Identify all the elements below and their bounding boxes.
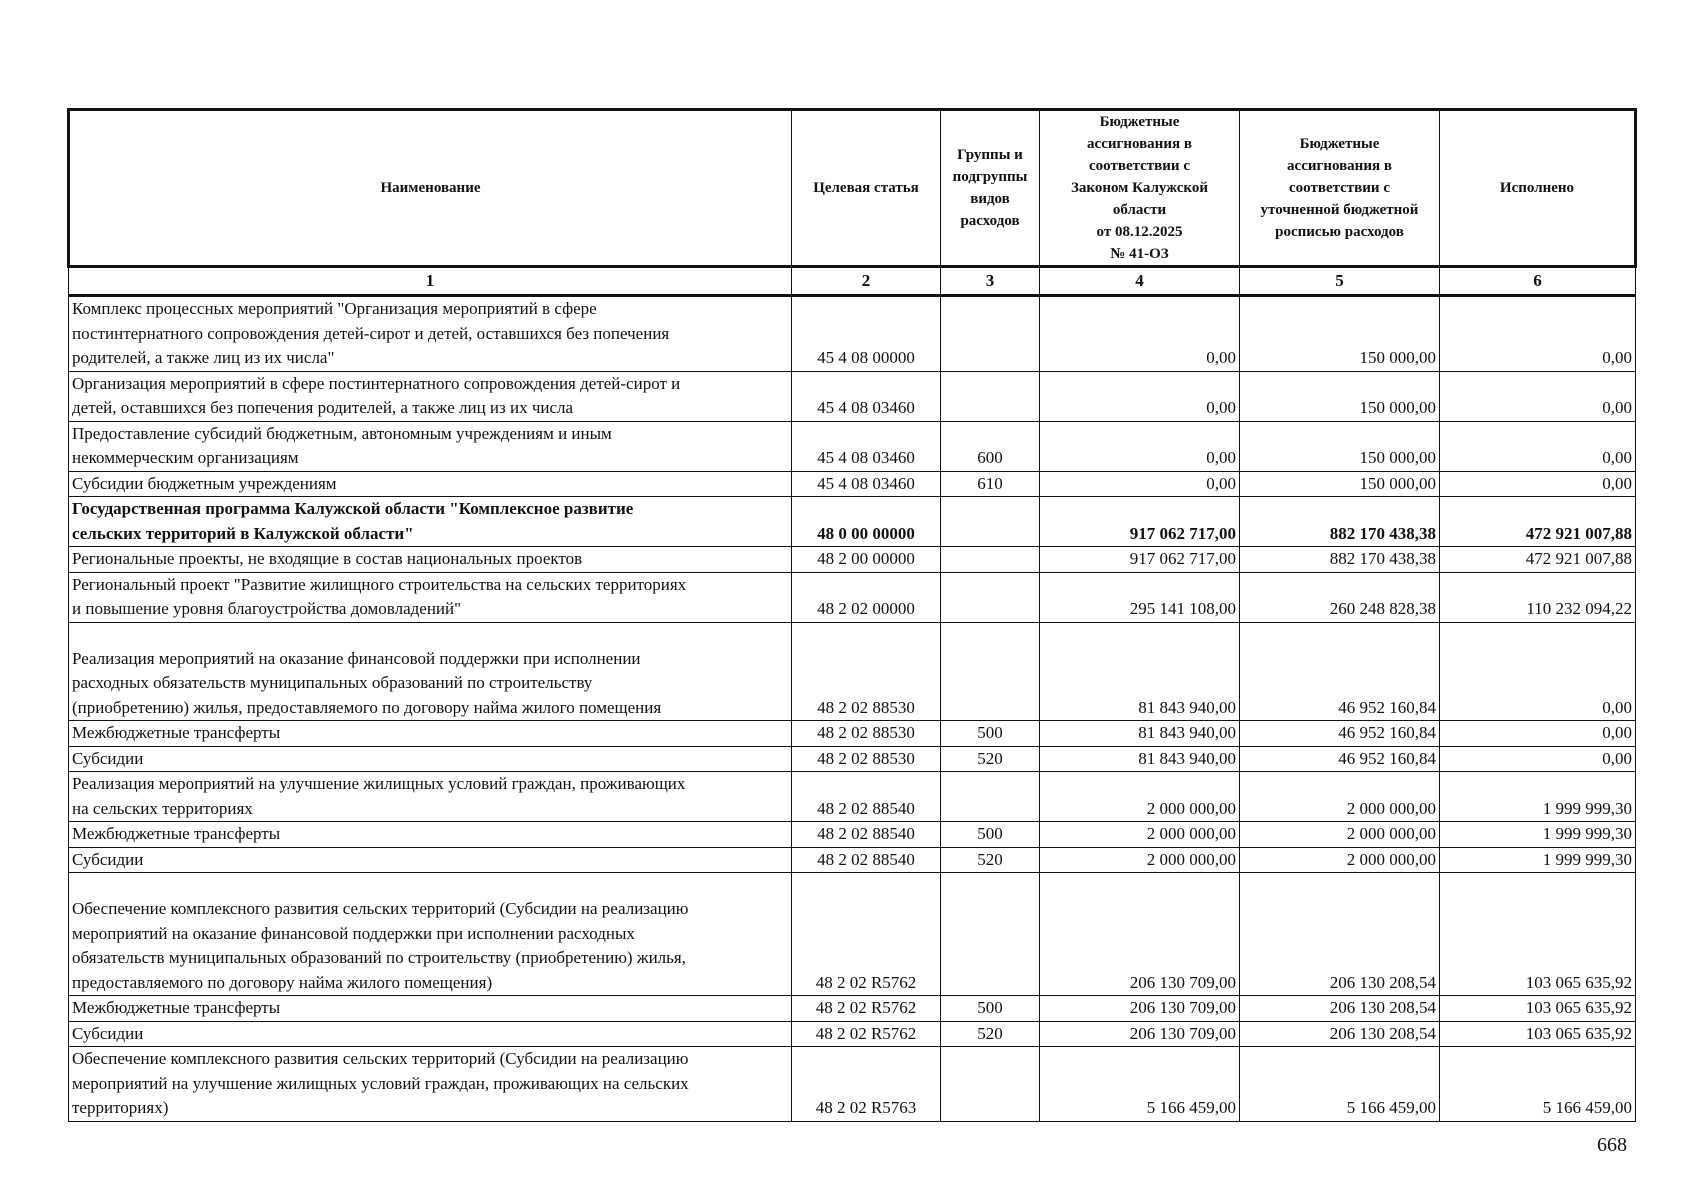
row-revised-allocation-cell: 46 952 160,84 — [1240, 622, 1440, 721]
header-expense-groups: Группы и подгруппы видов расходов — [941, 110, 1040, 267]
row-executed-cell: 103 065 635,92 — [1440, 873, 1636, 996]
table-body — [69, 296, 1636, 1122]
row-expense-group-cell — [941, 296, 1040, 372]
table-row — [69, 497, 1636, 547]
row-name-cell: Субсидии бюджетным учреждениям — [69, 471, 792, 497]
row-revised-allocation-cell: 150 000,00 — [1240, 296, 1440, 372]
row-target-article-cell: 48 2 02 88540 — [792, 772, 941, 822]
row-expense-group-cell: 520 — [941, 847, 1040, 873]
row-law-allocation-cell: 81 843 940,00 — [1040, 746, 1240, 772]
row-revised-allocation-cell: 882 170 438,38 — [1240, 497, 1440, 547]
row-name-cell: Комплекс процессных мероприятий "Организация мероприятий в сфере постинтернатного сопровождения детей-сирот и детей, оставшихся без попечения родителей, а также лиц из их числа" — [69, 296, 792, 372]
table-row — [69, 1021, 1636, 1047]
row-expense-group-cell — [941, 772, 1040, 822]
row-expense-group-cell: 500 — [941, 996, 1040, 1022]
row-law-allocation-cell: 81 843 940,00 — [1040, 622, 1240, 721]
row-revised-allocation-cell: 2 000 000,00 — [1240, 772, 1440, 822]
row-law-allocation-cell: 5 166 459,00 — [1040, 1047, 1240, 1122]
row-revised-allocation-cell: 46 952 160,84 — [1240, 721, 1440, 747]
row-expense-group-cell: 610 — [941, 471, 1040, 497]
column-number: 3 — [941, 267, 1040, 296]
table-row — [69, 547, 1636, 573]
row-law-allocation-cell: 206 130 709,00 — [1040, 996, 1240, 1022]
row-revised-allocation-cell: 206 130 208,54 — [1240, 873, 1440, 996]
row-target-article-cell: 48 2 02 R5762 — [792, 1021, 941, 1047]
row-revised-allocation-cell: 206 130 208,54 — [1240, 1021, 1440, 1047]
row-name-cell: Субсидии — [69, 847, 792, 873]
row-target-article-cell: 48 2 02 88540 — [792, 847, 941, 873]
row-law-allocation-cell: 917 062 717,00 — [1040, 497, 1240, 547]
row-target-article-cell: 48 2 00 00000 — [792, 547, 941, 573]
table-row — [69, 746, 1636, 772]
table-row — [69, 371, 1636, 421]
table-row — [69, 296, 1636, 372]
column-number-row — [69, 267, 1636, 296]
row-target-article-cell: 48 0 00 00000 — [792, 497, 941, 547]
row-target-article-cell: 45 4 08 03460 — [792, 371, 941, 421]
row-name-cell: Межбюджетные трансферты — [69, 721, 792, 747]
table-row — [69, 1047, 1636, 1122]
row-revised-allocation-cell: 882 170 438,38 — [1240, 547, 1440, 573]
row-revised-allocation-cell: 5 166 459,00 — [1240, 1047, 1440, 1122]
row-expense-group-cell: 500 — [941, 721, 1040, 747]
header-target-article: Целевая статья — [792, 110, 941, 267]
row-executed-cell: 5 166 459,00 — [1440, 1047, 1636, 1122]
row-law-allocation-cell: 2 000 000,00 — [1040, 847, 1240, 873]
row-target-article-cell: 48 2 02 88530 — [792, 746, 941, 772]
row-target-article-cell: 48 2 02 88530 — [792, 721, 941, 747]
row-expense-group-cell — [941, 622, 1040, 721]
row-revised-allocation-cell: 2 000 000,00 — [1240, 847, 1440, 873]
table-row — [69, 772, 1636, 822]
row-executed-cell: 1 999 999,30 — [1440, 847, 1636, 873]
row-revised-allocation-cell: 150 000,00 — [1240, 471, 1440, 497]
row-name-cell: Организация мероприятий в сфере постинтернатного сопровождения детей-сирот и детей, оставшихся без попечения родителей, а также лиц из их числа — [69, 371, 792, 421]
row-law-allocation-cell: 206 130 709,00 — [1040, 873, 1240, 996]
table-row — [69, 873, 1636, 996]
row-target-article-cell: 45 4 08 03460 — [792, 471, 941, 497]
table-row — [69, 572, 1636, 622]
row-revised-allocation-cell: 150 000,00 — [1240, 421, 1440, 471]
row-name-cell: Межбюджетные трансферты — [69, 996, 792, 1022]
row-law-allocation-cell: 0,00 — [1040, 421, 1240, 471]
row-law-allocation-cell: 917 062 717,00 — [1040, 547, 1240, 573]
row-target-article-cell: 48 2 02 88540 — [792, 822, 941, 848]
row-executed-cell: 1 999 999,30 — [1440, 772, 1636, 822]
row-name-cell: Региональный проект "Развитие жилищного строительства на сельских территориях и повышение уровня благоустройства домовладений" — [69, 572, 792, 622]
row-law-allocation-cell: 81 843 940,00 — [1040, 721, 1240, 747]
table-row — [69, 847, 1636, 873]
row-executed-cell: 0,00 — [1440, 746, 1636, 772]
row-name-cell: Региональные проекты, не входящие в состав национальных проектов — [69, 547, 792, 573]
row-name-cell: Государственная программа Калужской области "Комплексное развитие сельских территорий в Калужской области" — [69, 497, 792, 547]
row-expense-group-cell — [941, 873, 1040, 996]
row-expense-group-cell — [941, 1047, 1040, 1122]
row-name-cell: Реализация мероприятий на оказание финансовой поддержки при исполнении расходных обязательств муниципальных образований по строительству (приобретению) жилья, предоставляемого по договору найма жилого помещения — [69, 622, 792, 721]
column-number: 2 — [792, 267, 941, 296]
row-expense-group-cell — [941, 572, 1040, 622]
row-revised-allocation-cell: 46 952 160,84 — [1240, 746, 1440, 772]
row-expense-group-cell: 520 — [941, 1021, 1040, 1047]
row-executed-cell: 0,00 — [1440, 296, 1636, 372]
column-number: 1 — [69, 267, 792, 296]
row-law-allocation-cell: 2 000 000,00 — [1040, 822, 1240, 848]
row-executed-cell: 472 921 007,88 — [1440, 547, 1636, 573]
row-target-article-cell: 48 2 02 00000 — [792, 572, 941, 622]
row-name-cell: Обеспечение комплексного развития сельских территорий (Субсидии на реализацию мероприятий на улучшение жилищных условий граждан, проживающих на сельских территориях) — [69, 1047, 792, 1122]
row-target-article-cell: 48 2 02 R5762 — [792, 996, 941, 1022]
row-target-article-cell: 45 4 08 03460 — [792, 421, 941, 471]
row-law-allocation-cell: 0,00 — [1040, 296, 1240, 372]
row-law-allocation-cell: 0,00 — [1040, 371, 1240, 421]
table-row — [69, 421, 1636, 471]
row-name-cell: Реализация мероприятий на улучшение жилищных условий граждан, проживающих на сельских территориях — [69, 772, 792, 822]
row-executed-cell: 0,00 — [1440, 371, 1636, 421]
budget-table-container — [67, 108, 1634, 1122]
row-executed-cell: 103 065 635,92 — [1440, 996, 1636, 1022]
row-executed-cell: 0,00 — [1440, 622, 1636, 721]
row-target-article-cell: 48 2 02 88530 — [792, 622, 941, 721]
row-law-allocation-cell: 0,00 — [1040, 471, 1240, 497]
row-executed-cell: 0,00 — [1440, 471, 1636, 497]
table-row — [69, 822, 1636, 848]
row-law-allocation-cell: 295 141 108,00 — [1040, 572, 1240, 622]
table-row — [69, 721, 1636, 747]
row-target-article-cell: 48 2 02 R5763 — [792, 1047, 941, 1122]
header-executed: Исполнено — [1440, 110, 1636, 267]
row-revised-allocation-cell: 150 000,00 — [1240, 371, 1440, 421]
row-revised-allocation-cell: 260 248 828,38 — [1240, 572, 1440, 622]
column-number: 6 — [1440, 267, 1636, 296]
row-executed-cell: 1 999 999,30 — [1440, 822, 1636, 848]
row-name-cell: Субсидии — [69, 746, 792, 772]
row-revised-allocation-cell: 206 130 208,54 — [1240, 996, 1440, 1022]
column-number: 5 — [1240, 267, 1440, 296]
row-executed-cell: 0,00 — [1440, 721, 1636, 747]
page-number: 668 — [1597, 1134, 1627, 1156]
row-expense-group-cell: 520 — [941, 746, 1040, 772]
table-row — [69, 471, 1636, 497]
row-executed-cell: 0,00 — [1440, 421, 1636, 471]
table-row — [69, 622, 1636, 721]
row-executed-cell: 103 065 635,92 — [1440, 1021, 1636, 1047]
row-law-allocation-cell: 206 130 709,00 — [1040, 1021, 1240, 1047]
row-name-cell: Субсидии — [69, 1021, 792, 1047]
row-expense-group-cell: 500 — [941, 822, 1040, 848]
budget-table — [67, 108, 1637, 1122]
column-number: 4 — [1040, 267, 1240, 296]
header-name: Наименование — [69, 110, 792, 267]
table-row — [69, 996, 1636, 1022]
row-name-cell: Межбюджетные трансферты — [69, 822, 792, 848]
row-target-article-cell: 48 2 02 R5762 — [792, 873, 941, 996]
row-executed-cell: 472 921 007,88 — [1440, 497, 1636, 547]
row-target-article-cell: 45 4 08 00000 — [792, 296, 941, 372]
row-expense-group-cell — [941, 547, 1040, 573]
header-row — [69, 110, 1636, 267]
row-executed-cell: 110 232 094,22 — [1440, 572, 1636, 622]
header-revised-allocations: Бюджетные ассигнования в соответствии с уточненной бюджетной росписью расходов — [1240, 110, 1440, 267]
row-name-cell: Предоставление субсидий бюджетным, автономным учреждениям и иным некоммерческим организациям — [69, 421, 792, 471]
row-expense-group-cell — [941, 497, 1040, 547]
row-revised-allocation-cell: 2 000 000,00 — [1240, 822, 1440, 848]
row-expense-group-cell: 600 — [941, 421, 1040, 471]
row-expense-group-cell — [941, 371, 1040, 421]
row-name-cell: Обеспечение комплексного развития сельских территорий (Субсидии на реализацию мероприятий на оказание финансовой поддержки при исполнении расходных обязательств муниципальных образований по строительству (приобретению) жилья, предоставляемого по договору найма жилого помещения) — [69, 873, 792, 996]
header-law-allocations: Бюджетные ассигнования в соответствии с Законом Калужской области от 08.12.2025 № 41-ОЗ — [1040, 110, 1240, 267]
row-law-allocation-cell: 2 000 000,00 — [1040, 772, 1240, 822]
